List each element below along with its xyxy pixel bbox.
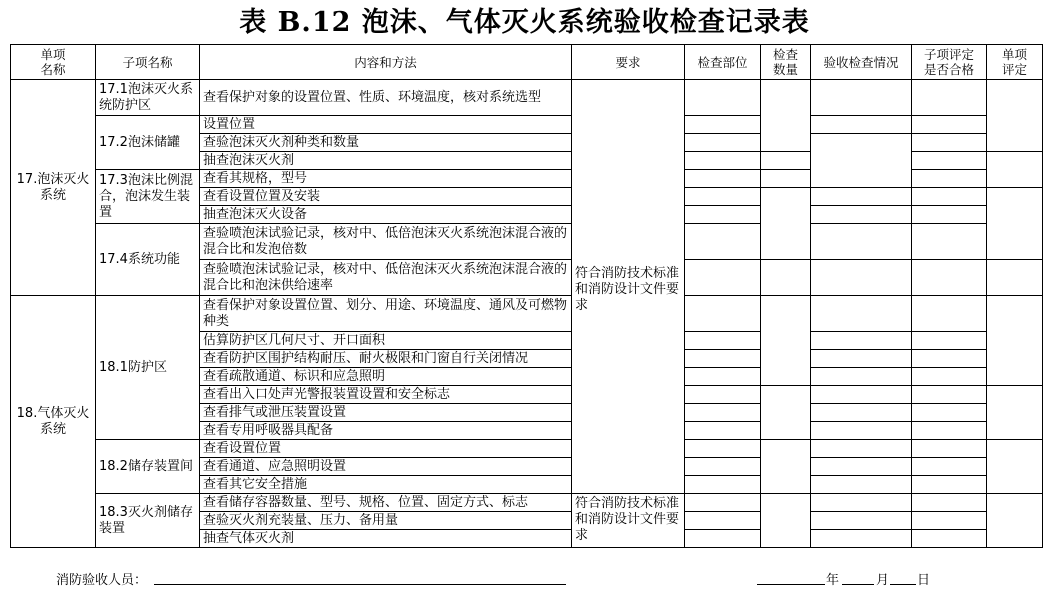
content-cell: 抽查泡沫灭火剂 [200, 152, 572, 170]
sub-eval-cell[interactable] [912, 458, 987, 476]
location-cell[interactable] [685, 152, 761, 170]
result-cell[interactable] [811, 476, 912, 494]
location-cell[interactable] [685, 476, 761, 494]
location-cell[interactable] [685, 134, 761, 152]
sub-name-18-2: 18.2储存装置间 [96, 440, 200, 494]
header-result: 验收检查情况 [811, 45, 912, 80]
location-cell[interactable] [685, 260, 761, 296]
location-cell[interactable] [685, 494, 761, 512]
result-cell[interactable] [811, 332, 912, 350]
unit-eval-cell[interactable] [987, 494, 1043, 548]
requirement-text-1: 符合消防技术标准和消防设计文件要求 [575, 266, 680, 313]
table-row [11, 494, 1043, 512]
sub-eval-cell[interactable] [912, 116, 987, 134]
sub-eval-cell[interactable] [912, 80, 987, 116]
result-cell[interactable] [811, 440, 912, 458]
location-cell[interactable] [685, 458, 761, 476]
content-cell: 查看专用呼吸器具配备 [200, 422, 572, 440]
sub-eval-cell[interactable] [912, 350, 987, 368]
sub-name-17-3: 17.3泡沫比例混合，泡沫发生装置 [96, 170, 200, 224]
header-unit-eval [987, 45, 1043, 80]
sub-name-17-4: 17.4系统功能 [96, 224, 200, 296]
sub-eval-cell[interactable] [912, 152, 987, 170]
location-cell[interactable] [685, 206, 761, 224]
signature-footer [0, 569, 1049, 589]
content-cell: 查看出入口处声光警报装置设置和安全标志 [200, 386, 572, 404]
table-row [11, 296, 1043, 332]
location-cell[interactable] [685, 224, 761, 260]
content-cell: 抽查气体灭火剂 [200, 530, 572, 548]
sub-eval-cell[interactable] [912, 206, 987, 224]
sub-name-17-1: 17.1泡沫灭火系统防护区 [96, 80, 200, 116]
sub-eval-cell[interactable] [912, 422, 987, 440]
sub-eval-cell[interactable] [912, 260, 987, 296]
unit-name-17: 17.泡沫灭火系统 [11, 80, 96, 296]
sub-eval-cell[interactable] [912, 530, 987, 548]
count-cell[interactable] [761, 80, 811, 152]
result-cell[interactable] [811, 368, 912, 386]
sub-eval-cell[interactable] [912, 224, 987, 260]
sub-name-17-2: 17.2泡沫储罐 [96, 116, 200, 170]
header-count-text: 检查 数量 [772, 47, 798, 77]
header-sub-eval-text: 子项评定 是否合格 [923, 47, 974, 77]
table-row [11, 224, 1043, 260]
result-cell[interactable] [912, 134, 987, 152]
year-line[interactable] [757, 584, 825, 585]
unit-eval-cell[interactable] [987, 386, 1043, 440]
unit-name-18: 18.气体灭火系统 [11, 296, 96, 548]
location-cell[interactable] [685, 170, 761, 188]
requirement-cell-2 [572, 494, 685, 548]
result-cell[interactable] [761, 170, 811, 188]
location-cell[interactable] [685, 188, 761, 206]
sub-eval-cell[interactable] [912, 170, 987, 188]
sub-name-18-1: 18.1防护区 [96, 296, 200, 440]
location-cell[interactable] [685, 296, 761, 332]
count-cell[interactable] [811, 134, 912, 188]
result-cell[interactable] [811, 224, 912, 260]
content-cell: 查看其规格，型号 [200, 170, 572, 188]
count-cell[interactable] [761, 188, 811, 260]
table-header-row [11, 45, 1043, 80]
content-cell: 查验泡沫灭火剂种类和数量 [200, 134, 572, 152]
content-cell: 查看储存容器数量、型号、规格、位置、固定方式、标志 [200, 494, 572, 512]
content-cell: 查看排气或泄压装置设置 [200, 404, 572, 422]
content-cell: 查看设置位置及安装 [200, 188, 572, 206]
location-cell[interactable] [685, 80, 761, 116]
result-cell[interactable] [811, 260, 912, 296]
result-cell[interactable] [811, 530, 912, 548]
result-cell[interactable] [811, 494, 912, 512]
unit-eval-cell[interactable] [987, 188, 1043, 260]
location-cell[interactable] [685, 116, 761, 134]
sub-eval-cell[interactable] [912, 494, 987, 512]
header-unit-eval-text: 单项 评定 [1001, 47, 1027, 77]
header-sub-name: 子项名称 [96, 45, 200, 80]
month-line[interactable] [842, 584, 874, 585]
header-unit-name-text: 单项 名称 [40, 47, 66, 77]
result-cell[interactable] [811, 404, 912, 422]
result-cell[interactable] [811, 422, 912, 440]
result-cell[interactable] [811, 80, 912, 116]
result-cell[interactable] [811, 188, 912, 206]
unit-eval-cell[interactable] [987, 440, 1043, 494]
header-sub-eval [912, 45, 987, 80]
inspector-signature-line[interactable] [154, 584, 566, 585]
content-cell: 查看保护对象的设置位置、性质、环境温度，核对系统选型 [200, 80, 572, 116]
result-cell[interactable] [761, 152, 811, 170]
location-cell[interactable] [685, 332, 761, 350]
sub-eval-cell[interactable] [912, 296, 987, 332]
sub-eval-cell[interactable] [912, 404, 987, 422]
content-cell: 查看防护区围护结构耐压、耐火极限和门窗自行关闭情况 [200, 350, 572, 368]
count-cell[interactable] [761, 494, 811, 548]
page-title: 表 B.12 泡沫、气体灭火系统验收检查记录表 [239, 7, 810, 38]
location-cell[interactable] [685, 368, 761, 386]
content-cell: 查看其它安全措施 [200, 476, 572, 494]
count-cell[interactable] [761, 260, 811, 296]
count-cell[interactable] [761, 440, 811, 494]
unit-eval-cell[interactable] [987, 260, 1043, 296]
content-cell: 查看设置位置 [200, 440, 572, 458]
sub-eval-cell[interactable] [912, 188, 987, 206]
sub-eval-cell[interactable] [912, 332, 987, 350]
location-cell[interactable] [685, 422, 761, 440]
unit-eval-cell[interactable] [987, 296, 1043, 386]
location-cell[interactable] [685, 440, 761, 458]
location-cell[interactable] [685, 530, 761, 548]
header-unit-name [11, 45, 96, 80]
year-label: 年 [826, 573, 840, 588]
table-row [11, 440, 1043, 458]
result-cell[interactable] [811, 512, 912, 530]
count-cell[interactable] [761, 386, 811, 440]
month-label: 月 [876, 573, 890, 588]
location-cell[interactable] [685, 512, 761, 530]
content-cell: 查验喷泡沫试验记录，核对中、低倍泡沫灭火系统泡沫混合液的混合比和泡沫供给速率 [200, 260, 572, 296]
requirement-cell-1 [572, 80, 685, 494]
sub-eval-cell[interactable] [912, 386, 987, 404]
result-cell[interactable] [811, 116, 912, 134]
content-cell: 查看通道、应急照明设置 [200, 458, 572, 476]
content-cell: 设置位置 [200, 116, 572, 134]
result-cell[interactable] [811, 206, 912, 224]
inspection-record-table [10, 44, 1043, 548]
day-label: 日 [917, 573, 931, 588]
result-cell[interactable] [811, 350, 912, 368]
sub-eval-cell[interactable] [912, 476, 987, 494]
result-cell[interactable] [811, 386, 912, 404]
content-cell: 查验喷泡沫试验记录，核对中、低倍泡沫灭火系统泡沫混合液的混合比和发泡倍数 [200, 224, 572, 260]
header-content: 内容和方法 [200, 45, 572, 80]
inspector-label: 消防验收人员： [56, 573, 148, 588]
content-cell: 查看疏散通道、标识和应急照明 [200, 368, 572, 386]
count-cell[interactable] [761, 296, 811, 386]
header-location: 检查部位 [685, 45, 761, 80]
content-cell: 估算防护区几何尺寸、开口面积 [200, 332, 572, 350]
table-row [11, 80, 1043, 116]
content-cell: 查验灭火剂充装量、压力、备用量 [200, 512, 572, 530]
content-cell: 抽查泡沫灭火设备 [200, 206, 572, 224]
unit-eval-cell[interactable] [987, 80, 1043, 152]
content-cell: 查看保护对象设置位置、划分、用途、环境温度、通风及可燃物种类 [200, 296, 572, 332]
header-requirement: 要求 [572, 45, 685, 80]
location-cell[interactable] [685, 404, 761, 422]
header-count [761, 45, 811, 80]
sub-eval-cell[interactable] [912, 512, 987, 530]
sub-eval-cell[interactable] [912, 440, 987, 458]
result-cell[interactable] [811, 296, 912, 332]
location-cell[interactable] [685, 386, 761, 404]
requirement-text-2: 符合消防技术标准和消防设计文件要求 [575, 496, 680, 543]
day-line[interactable] [890, 584, 916, 585]
sub-name-18-3: 18.3灭火剂储存装置 [96, 494, 200, 548]
table-row [11, 116, 1043, 134]
location-cell[interactable] [685, 350, 761, 368]
sub-eval-cell[interactable] [912, 368, 987, 386]
result-cell[interactable] [811, 458, 912, 476]
